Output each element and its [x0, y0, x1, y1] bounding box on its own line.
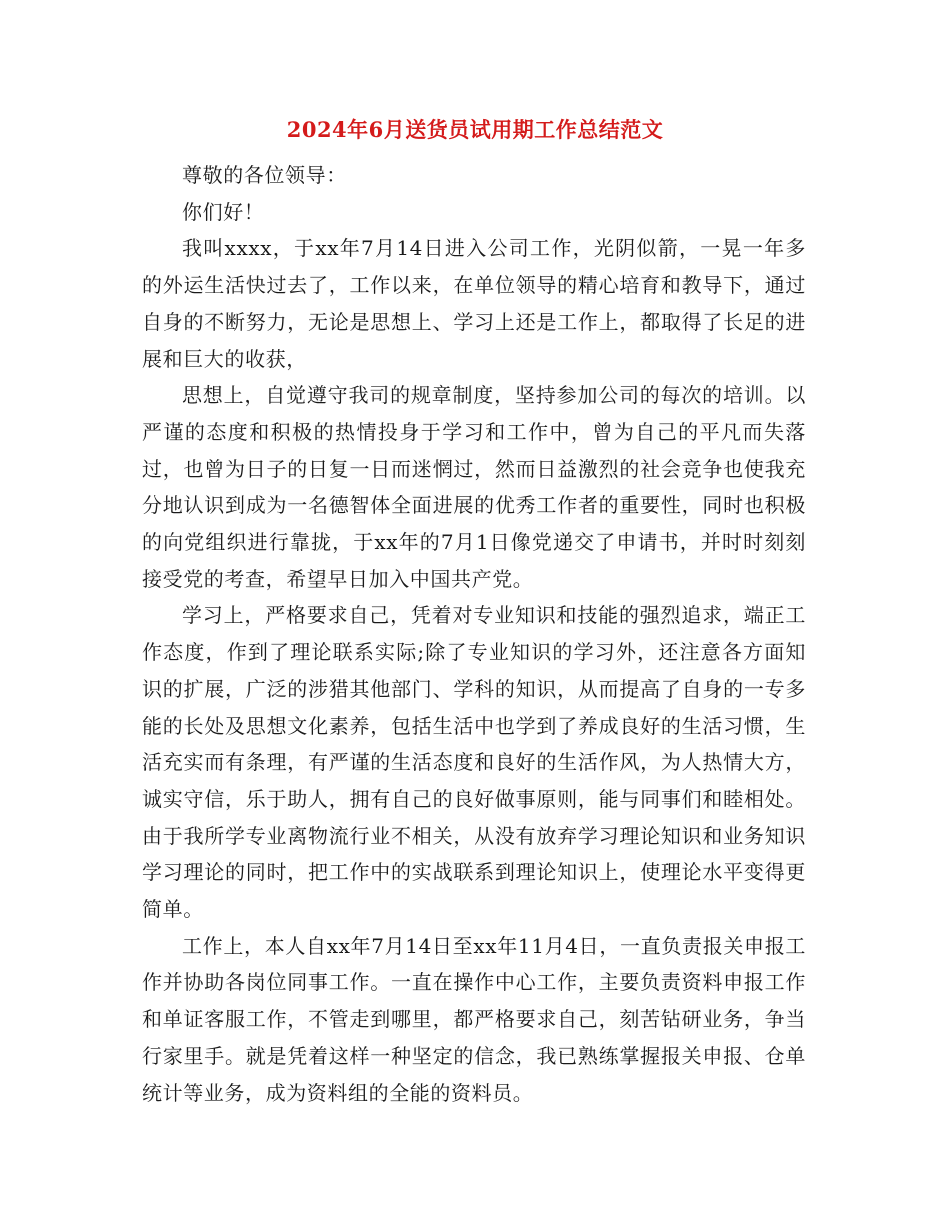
paragraph-salutation: 尊敬的各位领导： [182, 163, 347, 187]
paragraph-intro: 我叫xxxx，于xx年7月14日进入公司工作，光阴似箭，一晃一年多的外运生活快过去了，工作以来，在单位领导的精心培育和教导下，通过自身的不断努力，无论是思想上、学习上还是工作上，都取得了长足的进展和巨大的收获， [142, 236, 806, 371]
paragraph-greeting: 你们好！ [182, 199, 265, 224]
paragraph-thought: 思想上，自觉遵守我司的规章制度，坚持参加公司的每次的培训。以严谨的态度和积极的热情投身于学习和工作中，曾为自己的平凡而失落过，也曾为日子的日复一日而迷惘过，然而日益激烈的社会竞争也使我充分地认识到成为一名德智体全面进展的优秀工作者的重要性，同时也积极的向党组织进行靠拢，于xx年的7月1日像党递交了申请书，并时时刻刻接受党的考查，希望早日加入中国共产党。 [142, 383, 806, 591]
paragraph-work: 工作上，本人自xx年7月14日至xx年11月4日，一直负责报关申报工作并协助各岗位同事工作。一直在操作中心工作，主要负责资料申报工作和单证客服工作，不管走到哪里，都严格要求自己，刻苦钻研业务，争当行家里手。就是凭着这样一种坚定的信念，我已熟练掌握报关申报、仓单统计等业务，成为资料组的全能的资料员。 [142, 933, 806, 1105]
document-title: 2024年6月送货员试用期工作总结范文 [286, 117, 664, 142]
document-body [142, 157, 806, 1111]
paragraph-study: 学习上，严格要求自己，凭着对专业知识和技能的强烈追求，端正工作态度，作到了理论联系实际;除了专业知识的学习外，还注意各方面知识的扩展，广泛的涉猎其他部门、学科的知识，从而提高了自身的一专多能的长处及思想文化素养，包括生活中也学到了养成良好的生活习惯，生活充实而有条理，有严谨的生活态度和良好的生活作风，为人热情大方，诚实守信，乐于助人，拥有自己的良好做事原则，能与同事们和睦相处。由于我所学专业离物流行业不相关，从没有放弃学习理论知识和业务知识学习理论的同时，把工作中的实战联系到理论知识上，使理论水平变得更简单。 [142, 603, 806, 922]
